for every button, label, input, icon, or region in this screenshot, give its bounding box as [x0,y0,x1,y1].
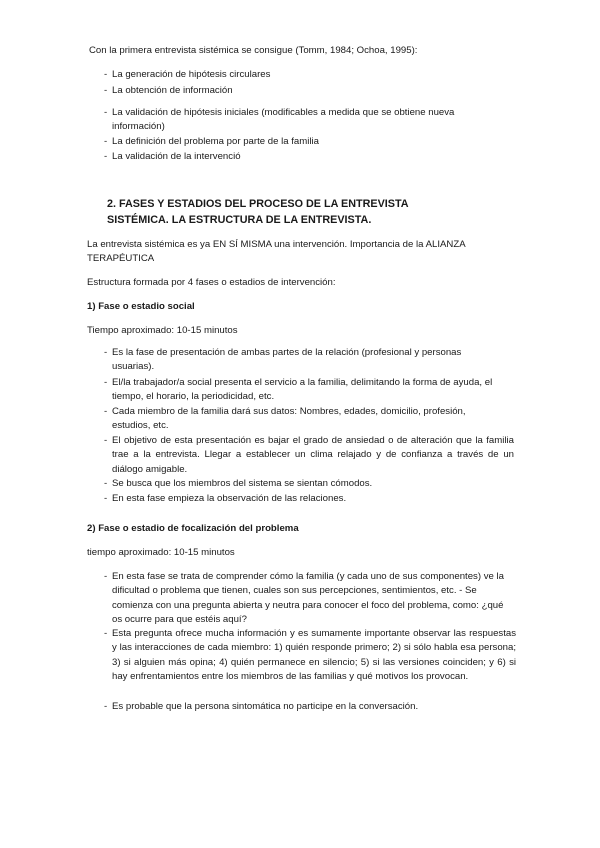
phase1-time: Tiempo aproximado: 10-15 minutos [87,325,238,336]
bullet-dash: - [104,151,108,162]
list-item: - Es probable que la persona sintomática no participe en la conversación. [104,700,516,714]
list-item: - Es la fase de presentación de ambas partes de la relación (profesional y personas usuarias). [104,347,462,373]
list-item: - Esta pregunta ofrece mucha información y es sumamente importante observar las respuestas y las interacciones de cada miembro: 1) quién responde primero; 2) si sólo habla esa persona; 3) si alguien más opina; 4) quién permanece en silencio; 5) si las versiones coinciden; y 6) si hay enfrentamientos entre los miembros de las familias y qué motivos los provocan. [104,628,516,683]
list-item: - La validación de la intervenció [104,150,524,164]
bullet-dash: - [104,406,108,417]
list-item: - La definición del problema por parte de la familia [104,135,524,149]
list-item: - La generación de hipótesis circulares [104,68,524,82]
list-item: - La validación de hipótesis iniciales (modificables a medida que se obtiene nueva información) [104,107,455,133]
bullet-dash: - [104,107,108,118]
bullet-dash: - [104,628,108,639]
list-item: - El/la trabajador/a social presenta el servicio a la familia, delimitando la forma de ayuda, el tiempo, el horario, la periodicidad, etc. [104,377,493,403]
bullet-dash: - [104,69,108,80]
list-item: - Cada miembro de la familia dará sus datos: Nombres, edades, domicilio, profesión, estudios, etc. [104,406,466,432]
phase1-title: 1) Fase o estadio social [87,301,195,312]
bullet-dash: - [104,347,108,358]
intervention-paragraph: La entrevista sistémica es ya EN SÍ MISMA una intervención. Importancia de la ALIANZA TERAPÉUTICA [87,239,466,265]
intro-paragraph: Con la primera entrevista sistémica se consigue (Tomm, 1984; Ochoa, 1995): [89,45,418,56]
bullet-dash: - [104,571,108,582]
list-item: - En esta fase se trata de comprender cómo la familia (y cada uno de sus componentes) ve la dificultad o problema que tienen, cuales son sus percepciones, sentimientos, etc. - Se comienza con una pregunta abierta y neutra para conocer el foco del problema, como: ¿qué os ocurre para que estéis aquí? [104,571,504,626]
list-item: - El objetivo de esta presentación es bajar el grado de ansiedad o de alteración que la familia trae a la entrevista. Llegar a establecer un clima relajado y de confianza a través de un diálogo amigable. [104,435,514,475]
phase2-time: tiempo aproximado: 10-15 minutos [87,547,235,558]
structure-paragraph: Estructura formada por 4 fases o estadios de intervención: [87,277,336,288]
bullet-dash: - [104,701,108,712]
bullet-dash: - [104,435,108,446]
bullet-dash: - [104,136,108,147]
bullet-dash: - [104,377,108,388]
list-item: - La obtención de información [104,84,524,98]
bullet-dash: - [104,493,108,504]
list-item: - En esta fase empieza la observación de las relaciones. [104,492,514,506]
bullet-dash: - [104,478,108,489]
section-heading: 2. FASES Y ESTADIOS DEL PROCESO DE LA ENTREVISTA SISTÉMICA. LA ESTRUCTURA DE LA ENTREVISTA. [107,198,409,226]
phase2-title: 2) Fase o estadio de focalización del problema [87,523,299,534]
bullet-dash: - [104,85,108,96]
list-item: - Se busca que los miembros del sistema se sientan cómodos. [104,477,514,491]
